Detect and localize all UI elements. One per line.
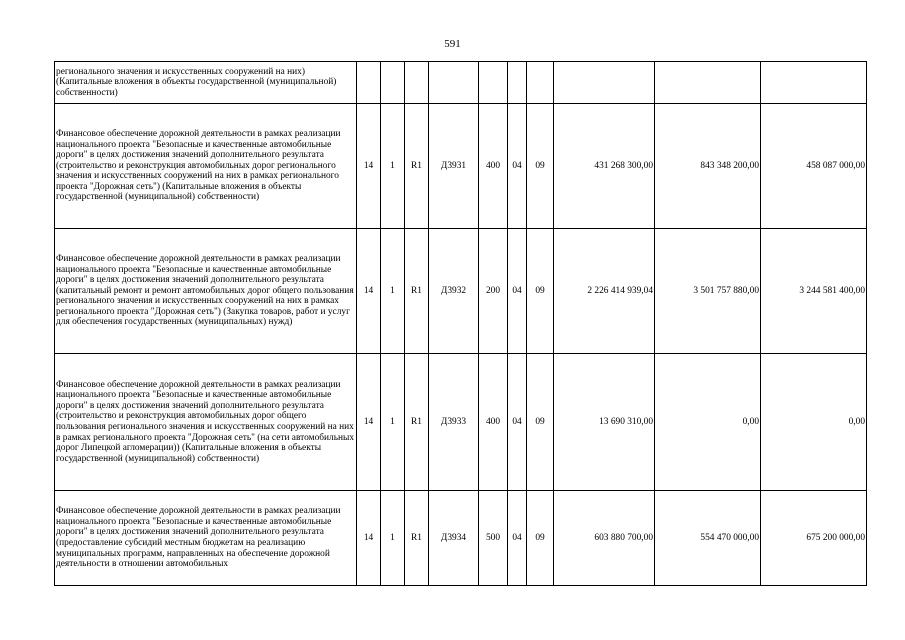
expense-code-cell: Д3934: [429, 491, 479, 586]
project-code-cell: R1: [405, 354, 429, 491]
subsection-cell: 09: [527, 104, 554, 229]
table-row: [55, 229, 867, 354]
section-cell: 04: [508, 491, 527, 586]
project-code-cell: [405, 62, 429, 104]
program-code-cell: 14: [357, 229, 381, 354]
program-code-cell: [357, 62, 381, 104]
subprogram-code-cell: 1: [381, 104, 405, 229]
table-row: [55, 62, 867, 104]
expense-type-cell: 400: [479, 354, 508, 491]
amount-year1-cell: 603 880 700,00: [554, 491, 655, 586]
expense-code-cell: Д3932: [429, 229, 479, 354]
project-code-cell: R1: [405, 104, 429, 229]
amount-year3-cell: 675 200 000,00: [761, 491, 867, 586]
expense-type-cell: 500: [479, 491, 508, 586]
table-row: [55, 491, 867, 586]
section-cell: 04: [508, 104, 527, 229]
amount-year1-cell: 2 226 414 939,04: [554, 229, 655, 354]
subsection-cell: 09: [527, 229, 554, 354]
subprogram-code-cell: 1: [381, 491, 405, 586]
section-cell: 04: [508, 354, 527, 491]
amount-year2-cell: 843 348 200,00: [655, 104, 761, 229]
expense-type-cell: [479, 62, 508, 104]
page-number: 591: [444, 38, 461, 50]
expense-type-cell: 400: [479, 104, 508, 229]
row-description: Финансовое обеспечение дорожной деятельности в рамках реализации национального проекта "Безопасные и качественные автомобильные дороги" в целях достижения значений дополнительного результата (предоставление субсидий местным бюджетам на реализацию муниципальных программ, направленных на обеспечение дорожной деятельности в отношении автомобильных: [55, 491, 357, 586]
amount-year2-cell: 3 501 757 880,00: [655, 229, 761, 354]
subsection-cell: [527, 62, 554, 104]
table-row: [55, 354, 867, 491]
subprogram-code-cell: 1: [381, 229, 405, 354]
amount-year2-cell: 554 470 000,00: [655, 491, 761, 586]
amount-year1-cell: 13 690 310,00: [554, 354, 655, 491]
expense-type-cell: 200: [479, 229, 508, 354]
amount-year3-cell: 3 244 581 400,00: [761, 229, 867, 354]
amount-year3-cell: [761, 62, 867, 104]
project-code-cell: R1: [405, 491, 429, 586]
amount-year1-cell: [554, 62, 655, 104]
section-cell: [508, 62, 527, 104]
amount-year1-cell: 431 268 300,00: [554, 104, 655, 229]
amount-year2-cell: 0,00: [655, 354, 761, 491]
amount-year3-cell: 458 087 000,00: [761, 104, 867, 229]
budget-table: [54, 61, 867, 586]
table-row: [55, 104, 867, 229]
subsection-cell: 09: [527, 354, 554, 491]
expense-code-cell: Д3933: [429, 354, 479, 491]
expense-code-cell: Д3931: [429, 104, 479, 229]
program-code-cell: 14: [357, 491, 381, 586]
subsection-cell: 09: [527, 491, 554, 586]
row-description: Финансовое обеспечение дорожной деятельности в рамках реализации национального проекта "Безопасные и качественные автомобильные дороги" в целях достижения значений дополнительного результата (капитальный ремонт и ремонт автомобильных дорог общего пользования регионального значения и искусственных сооружений на них в рамках регионального проекта "Дорожная сеть") (Закупка товаров, работ и услуг для обеспечения государственных (муниципальных) нужд): [55, 229, 357, 354]
row-description: регионального значения и искусственных сооружений на них) (Капитальные вложения в объекты государственной (муниципальной) собственности): [55, 62, 357, 104]
subprogram-code-cell: [381, 62, 405, 104]
row-description: Финансовое обеспечение дорожной деятельности в рамках реализации национального проекта "Безопасные и качественные автомобильные дороги" в целях достижения значений дополнительного результата (строительство и реконструкция автомобильных дорог регионального значения и искусственных сооружений на них в рамках регионального проекта "Дорожная сеть") (Капитальные вложения в объекты государственной (муниципальной) собственности): [55, 104, 357, 229]
program-code-cell: 14: [357, 104, 381, 229]
section-cell: 04: [508, 229, 527, 354]
amount-year2-cell: [655, 62, 761, 104]
amount-year3-cell: 0,00: [761, 354, 867, 491]
expense-code-cell: [429, 62, 479, 104]
program-code-cell: 14: [357, 354, 381, 491]
subprogram-code-cell: 1: [381, 354, 405, 491]
table-body: [55, 62, 867, 586]
project-code-cell: R1: [405, 229, 429, 354]
row-description: Финансовое обеспечение дорожной деятельности в рамках реализации национального проекта "Безопасные и качественные автомобильные дороги" в целях достижения значений дополнительного результата (строительство и реконструкция автомобильных дорог общего пользования регионального значения и искусственных сооружений на них в рамках регионального проекта "Дорожная сеть" (на сети автомобильных дорог Липецкой агломерации)) (Капитальные вложения в объекты государственной (муниципальной) собственности): [55, 354, 357, 491]
